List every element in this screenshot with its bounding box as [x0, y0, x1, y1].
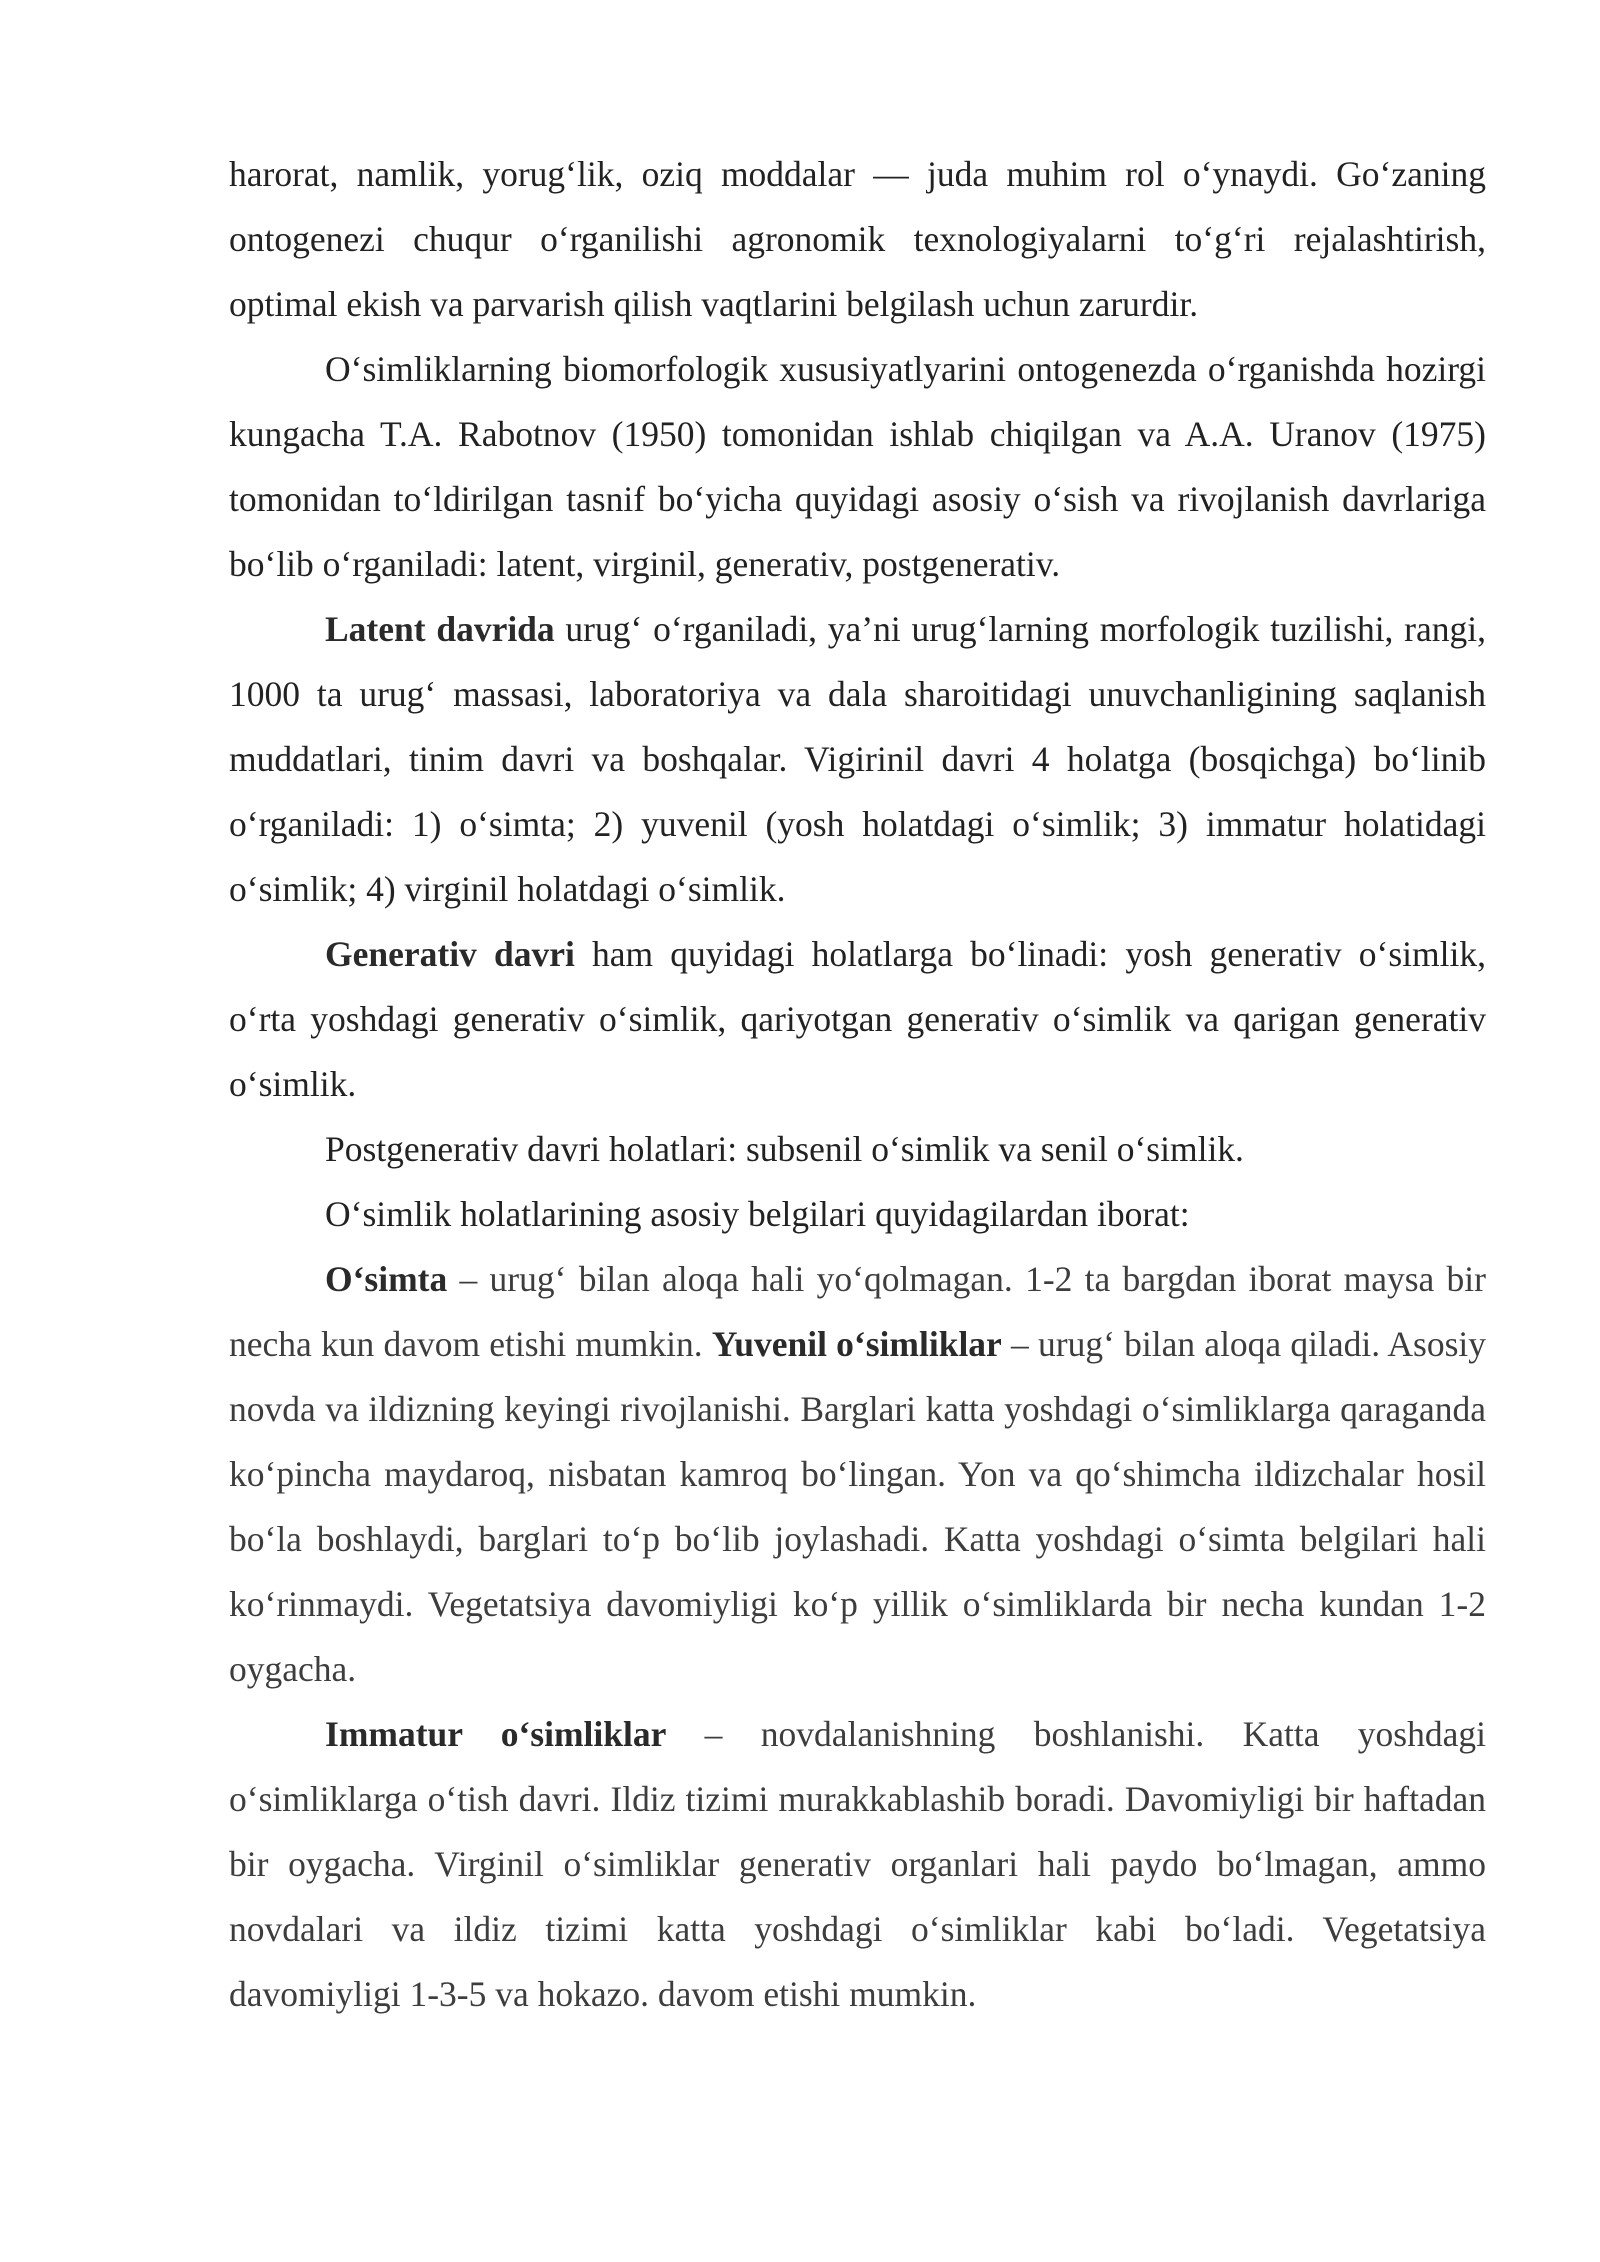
paragraph-text: O‘simlik holatlarining asosiy belgilari quyidagilardan iborat: — [325, 1194, 1190, 1234]
paragraph-7 — [229, 1247, 1486, 1702]
paragraph-text: O‘simliklarning biomorfologik xususiyatlyarini ontogenezda o‘rganishda hozirgi kungacha T.A. Rabotnov (1950) tomonidan ishlab chiqilgan va A.A. Uranov (1975) tomonidan to‘ldirilgan tasnif bo‘yicha quyidagi asosiy o‘sish va rivojlanish davrlariga bo‘lib o‘rganiladi: latent, virginil, generativ, postgenerativ. — [229, 349, 1486, 584]
paragraph-2 — [229, 337, 1486, 597]
paragraph-text: Postgenerativ davri holatlari: subsenil o‘simlik va senil o‘simlik. — [325, 1129, 1244, 1169]
paragraph-8 — [229, 1702, 1486, 2027]
paragraph-text: – novdalanishning boshlanishi. Katta yoshdagi o‘simliklarga o‘tish davri. Ildiz tizimi murakkablashib boradi. Davomiyligi bir haftadan bir oygacha. Virginil o‘simliklar generativ organlari hali paydo bo‘lmagan, ammo novdalari va ildiz tizimi katta yoshdagi o‘simliklar kabi bo‘ladi. Vegetatsiya davomiyligi 1-3-5 va hokazo. davom etishi mumkin. — [229, 1714, 1486, 2014]
paragraph-text: ham quyidagi holatlarga bo‘linadi: yosh generativ o‘simlik, o‘rta yoshdagi generativ o‘simlik, qariyotgan generativ o‘simlik va qarigan generativ o‘simlik. — [229, 934, 1486, 1104]
term-immatur-osimliklar: Immatur o‘simliklar — [325, 1714, 667, 1754]
paragraph-text: harorat, namlik, yorug‘lik, oziq moddalar — juda muhim rol o‘ynaydi. Go‘zaning ontogenezi chuqur o‘rganilishi agronomik texnologiyalarni to‘g‘ri rejalashtirish, optimal ekish va parvarish qilish vaqtlarini belgilash uchun zarurdir. — [229, 154, 1486, 324]
paragraph-text: urug‘ o‘rganiladi, ya’ni urug‘larning morfologik tuzilishi, rangi, 1000 ta urug‘ massasi, laboratoriya va dala sharoitidagi unuvchanligining saqlanish muddatlari, tinim davri va boshqalar. Vigirinil davri 4 holatga (bosqichga) bo‘linib o‘rganiladi: 1) o‘simta; 2) yuvenil (yosh holatdagi o‘simlik; 3) immatur holatidagi o‘simlik; 4) virginil holatdagi o‘simlik. — [229, 609, 1486, 909]
paragraph-5 — [229, 1117, 1486, 1182]
document-body — [229, 142, 1486, 2027]
term-yuvenil-osimliklar: Yuvenil o‘simliklar — [711, 1324, 1002, 1364]
paragraph-text: – urug‘ bilan aloqa qiladi. Asosiy novda va ildizning keyingi rivojlanishi. Barglari katta yoshdagi o‘simliklarga qaraganda ko‘pincha maydaroq, nisbatan kamroq bo‘lingan. Yon va qo‘shimcha ildizchalar hosil bo‘la boshlaydi, barglari to‘p bo‘lib joylashadi. Katta yoshdagi o‘simta belgilari hali ko‘rinmaydi. Vegetatsiya davomiyligi ko‘p yillik o‘simliklarda bir necha kundan 1-2 oygacha. — [229, 1324, 1487, 1689]
term-osimta: O‘simta — [325, 1259, 448, 1299]
paragraph-4 — [229, 922, 1486, 1117]
paragraph-text: – urug‘ bilan aloqa hali yo‘qolmagan. 1-2 ta bargdan iborat maysa bir necha kun davom etishi mumkin. — [229, 1259, 1486, 1364]
term-latent-davrida: Latent davrida — [325, 609, 555, 649]
paragraph-1 — [229, 142, 1486, 337]
paragraph-3 — [229, 597, 1486, 922]
term-generativ-davri: Generativ davri — [325, 934, 575, 974]
paragraph-6 — [229, 1182, 1486, 1247]
